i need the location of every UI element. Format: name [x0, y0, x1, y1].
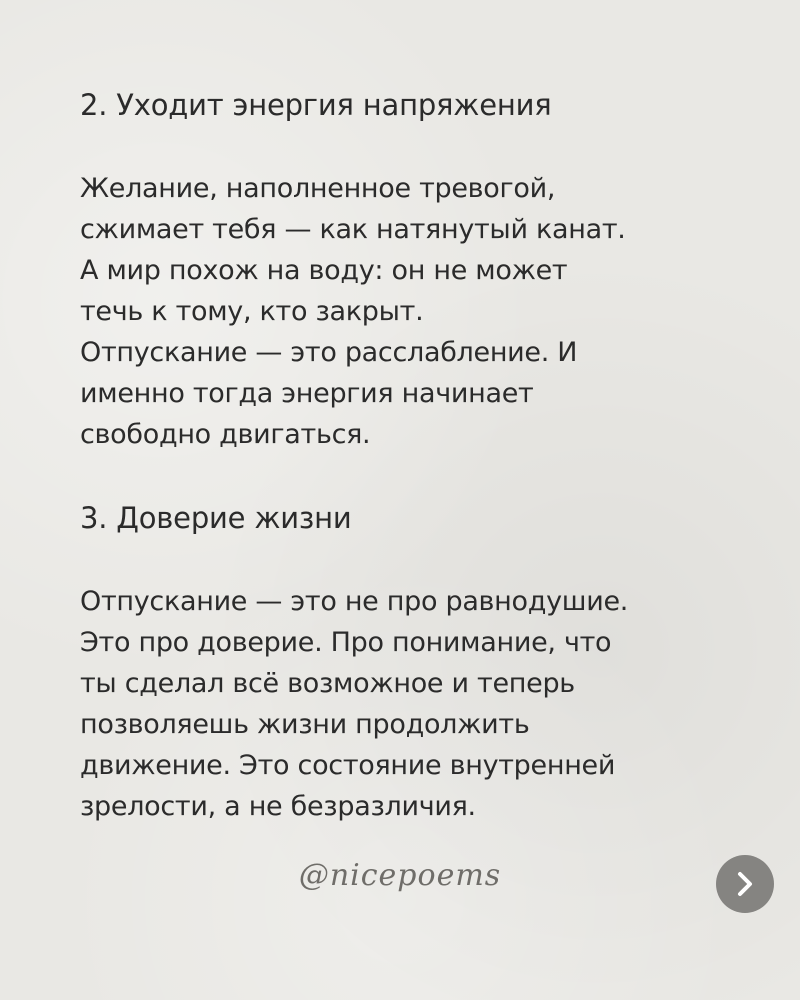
- paragraph-line: Отпускание — это расслабление. И: [80, 337, 578, 368]
- paragraph-line: именно тогда энергия начинает: [80, 378, 534, 409]
- paragraph-line: Это про доверие. Про понимание, что: [80, 627, 612, 658]
- paragraph-line: течь к тому, кто закрыт.: [80, 296, 424, 327]
- paragraph-line: Отпускание — это не про равнодушие.: [80, 586, 629, 617]
- chevron-right-icon: [733, 869, 757, 899]
- section-3-paragraph: [80, 581, 740, 827]
- section-3-heading: 3. Доверие жизни: [80, 501, 352, 535]
- paragraph-line: сжимает тебя — как натянутый канат.: [80, 214, 626, 245]
- next-slide-button[interactable]: [716, 855, 774, 913]
- section-2-paragraph: [80, 168, 740, 455]
- paragraph-line: позволяешь жизни продолжить: [80, 709, 530, 740]
- paragraph-line: движение. Это состояние внутренней: [80, 750, 616, 781]
- post-content: [80, 84, 740, 827]
- paragraph-line: зрелости, а не безразличия.: [80, 791, 476, 822]
- paragraph-line: свободно двигаться.: [80, 419, 371, 450]
- paragraph-line: А мир похож на воду: он не может: [80, 255, 568, 286]
- section-2-heading: 2. Уходит энергия напряжения: [80, 88, 552, 122]
- paragraph-line: Желание, наполненное тревогой,: [80, 173, 556, 204]
- author-signature: @nicepoems: [298, 858, 502, 893]
- paragraph-line: ты сделал всё возможное и теперь: [80, 668, 575, 699]
